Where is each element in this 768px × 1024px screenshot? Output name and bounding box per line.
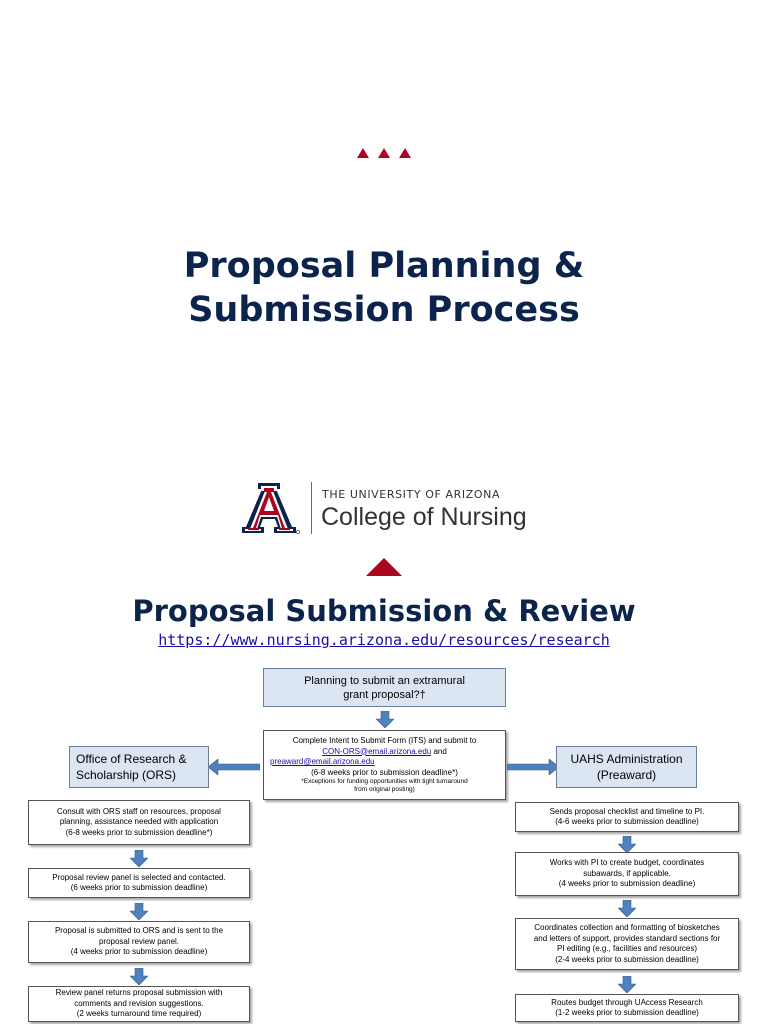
ors-step-1-box <box>28 800 250 845</box>
ors-step-4-box <box>28 986 250 1022</box>
its-email-row <box>268 747 501 758</box>
ors-step-3-box <box>28 921 250 963</box>
ors-step-4-line-3: (2 weeks turnaround time required) <box>76 1009 202 1019</box>
uahs-step-3-line-3: PI editing (e.g., facilities and resources) <box>556 944 698 953</box>
arrow-down-icon <box>618 900 636 917</box>
ors-step-3-line-2: proposal review panel. <box>98 936 180 946</box>
intent-to-submit-box <box>263 730 506 800</box>
research-resources-link[interactable]: https://www.nursing.arizona.edu/resources/research <box>158 631 610 649</box>
university-name: THE UNIVERSITY OF ARIZONA <box>322 488 501 501</box>
con-ors-email-link[interactable]: CON-ORS@email.arizona.edu <box>322 746 432 756</box>
section-title: Proposal Submission & Review <box>132 594 636 628</box>
its-note-2: from original posting) <box>354 786 415 793</box>
uahs-header-line-1: UAHS Administration <box>570 752 683 766</box>
start-line-1: Planning to submit an extramural <box>304 674 465 687</box>
preaward-email-link[interactable]: preaward@email.arizona.edu <box>270 757 375 766</box>
uahs-header-line-2: (Preaward) <box>596 768 657 782</box>
ors-step-1-line-2: planning, assistance needed with application <box>59 817 219 827</box>
page-title <box>0 244 768 332</box>
its-and: and <box>431 746 447 756</box>
uahs-step-1-box <box>515 802 739 832</box>
uahs-step-1-line-2: (4-6 weeks prior to submission deadline) <box>555 817 699 826</box>
uahs-header-box <box>556 746 697 788</box>
arrow-down-icon <box>376 711 394 728</box>
arrow-down-icon <box>130 850 148 867</box>
title-line-1: Proposal Planning & <box>183 246 585 286</box>
ors-step-2-line-1: Proposal review panel is selected and contacted. <box>52 872 226 882</box>
ors-step-1-line-1: Consult with ORS staff on resources, proposal <box>57 806 221 816</box>
ors-header-line-2: Scholarship (ORS) <box>76 768 177 782</box>
its-line-1: Complete Intent to Submit Form (ITS) and submit to <box>292 736 477 745</box>
arrow-down-icon <box>618 836 636 853</box>
ors-step-2-line-2: (6 weeks prior to submission deadline) <box>70 883 208 892</box>
its-email2-row <box>268 757 501 768</box>
uahs-step-4-box <box>515 994 739 1022</box>
start-box <box>263 668 506 707</box>
uahs-step-3-line-2: and letters of support, provides standard sections for <box>533 933 721 943</box>
uahs-step-3-line-1: Coordinates collection and formatting of biosketches <box>534 923 720 932</box>
uahs-step-3-line-4: (2-4 weeks prior to submission deadline) <box>555 954 699 964</box>
uahs-step-2-line-1: Works with PI to create budget, coordinates <box>549 858 705 868</box>
logo-divider <box>311 482 312 534</box>
its-timing: (6-8 weeks prior to submission deadline*) <box>311 767 458 777</box>
title-line-2: Submission Process <box>188 290 580 330</box>
arrow-down-icon <box>130 968 148 985</box>
arrow-right-icon <box>507 759 559 775</box>
arrow-down-icon <box>130 903 148 920</box>
uahs-step-4-line-2: (1-2 weeks prior to submission deadline) <box>555 1008 699 1017</box>
ors-step-2-box <box>28 868 250 898</box>
its-note-1: *Exceptions for funding opportunities with tight turnaround <box>301 778 468 785</box>
uahs-step-1-line-1: Sends proposal checklist and timeline to PI. <box>549 806 705 816</box>
uahs-step-2-box <box>515 852 739 896</box>
decorative-triangles <box>357 148 413 158</box>
red-triangle-icon <box>366 558 402 576</box>
ors-step-3-line-1: Proposal is submitted to ORS and is sent to the <box>54 926 224 936</box>
university-a-logo-icon <box>238 483 300 535</box>
uahs-step-2-line-3: (4 weeks prior to submission deadline) <box>558 879 696 889</box>
arrow-left-icon <box>208 759 260 775</box>
start-line-2: grant proposal?† <box>343 688 426 701</box>
uahs-step-2-line-2: subawards, if applicable. <box>583 868 671 878</box>
ors-step-3-line-3: (4 weeks prior to submission deadline) <box>70 947 208 957</box>
college-name: College of Nursing <box>321 503 527 531</box>
ors-step-1-line-3: (6-8 weeks prior to submission deadline*) <box>65 827 213 837</box>
ors-header-line-1: Office of Research & <box>76 752 187 766</box>
arrow-down-icon <box>618 976 636 993</box>
uahs-step-4-line-1: Routes budget through UAccess Research <box>551 997 703 1007</box>
ors-step-4-line-1: Review panel returns proposal submission with <box>55 988 223 998</box>
ors-step-4-line-2: comments and revision suggestions. <box>74 998 204 1008</box>
uahs-step-3-box <box>515 918 739 970</box>
ors-header-box <box>69 746 209 788</box>
